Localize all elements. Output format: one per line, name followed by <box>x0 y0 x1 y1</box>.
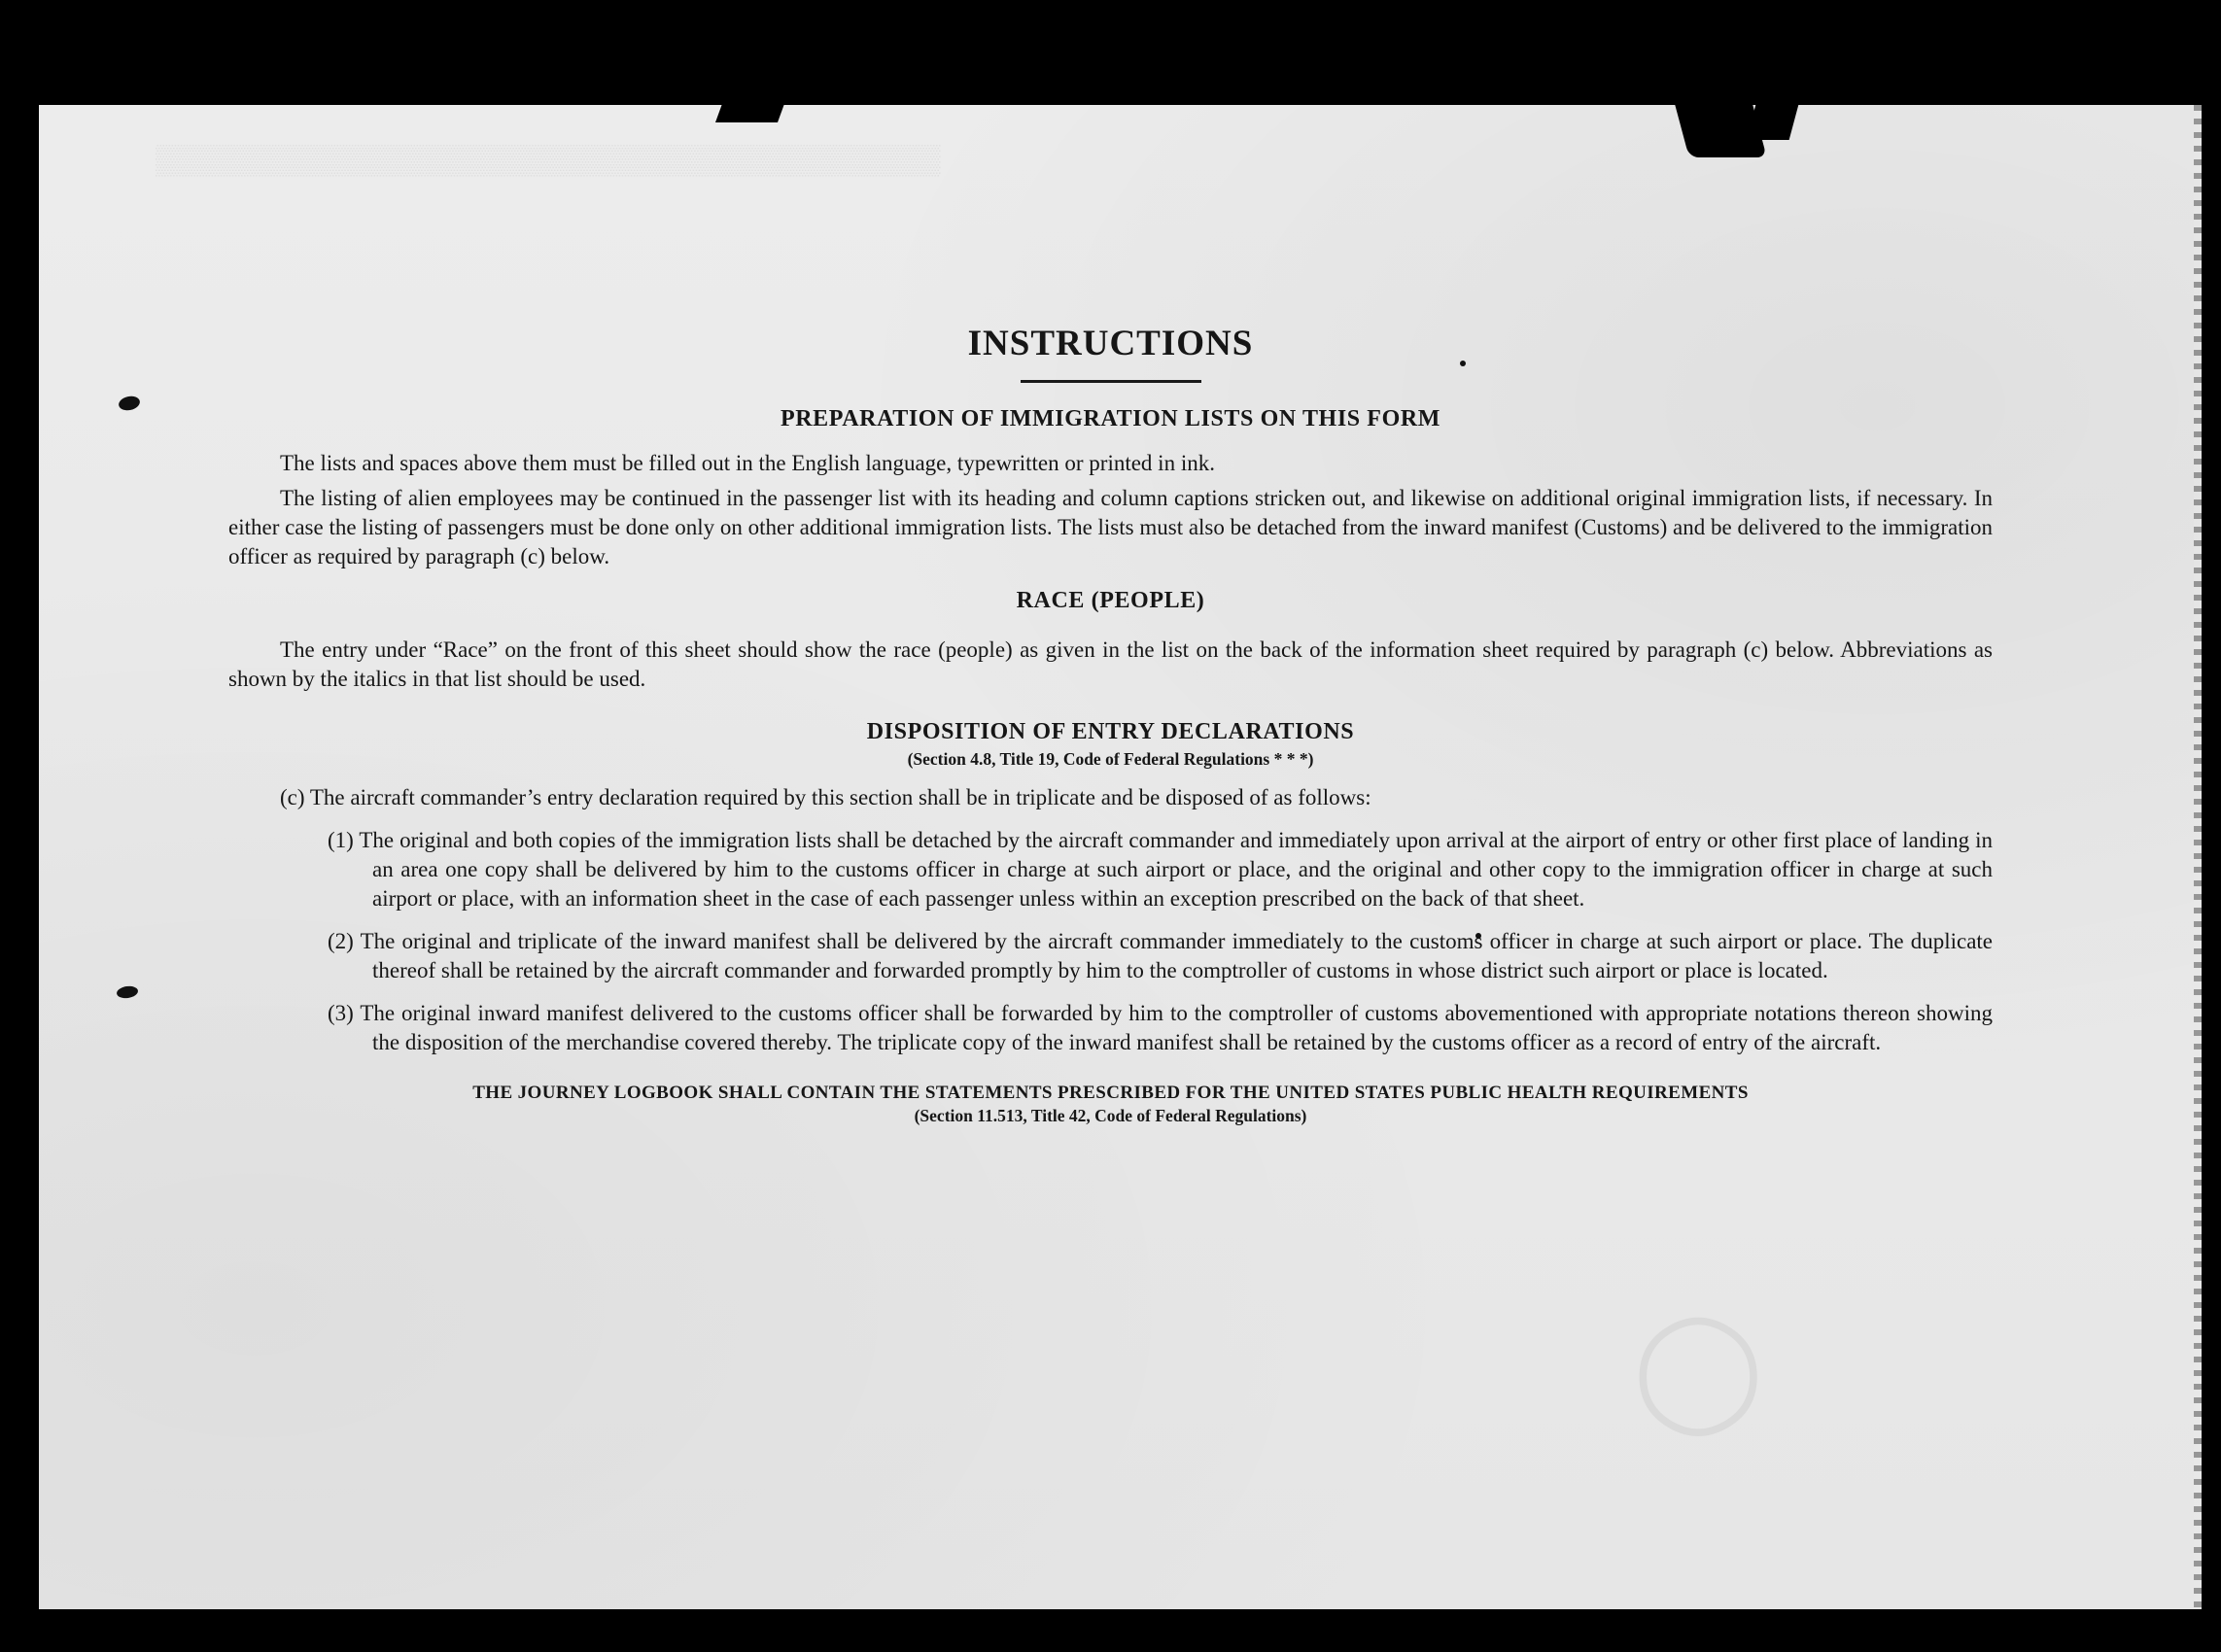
list-item: (3) The original inward manifest delivered to the customs officer shall be forwarded by him to the comptroller of customs abovementioned with appropriate notations thereon showing the disposition of the merchandise covered thereby. The triplicate copy of the inward manifest shall be retained by the customs officer as a record of entry of the aircraft. <box>328 1001 1993 1054</box>
page-tear <box>715 105 785 122</box>
bleed-through-stamp: ◯ <box>1633 1303 1764 1432</box>
disposition-list <box>228 783 1993 1057</box>
bleed-through-text: ▒▒▒▒▒▒▒▒▒▒▒▒▒▒▒▒▒▒▒▒▒▒▒▒▒▒▒▒▒▒▒▒▒▒▒▒▒▒ <box>156 144 941 176</box>
footer-statement: THE JOURNEY LOGBOOK SHALL CONTAIN THE STATEMENTS PRESCRIBED FOR THE UNITED STATES PUBLIC HEALTH REQUIREMENTS <box>472 1083 1749 1103</box>
page-tear <box>1747 105 1800 140</box>
list-item: (2) The original and triplicate of the inward manifest shall be delivered by the aircraft commander immediately to the customs officer in charge at such airport or place. The duplicate thereof shall be retained by the aircraft commander and forwarded promptly by him to the comptroller of customs in whose district such airport or place is located. <box>328 929 1993 982</box>
page-title: INSTRUCTIONS <box>967 324 1254 363</box>
footer-citation: (Section 11.513, Title 42, Code of Federal Regulations) <box>914 1106 1307 1125</box>
page-edge <box>2194 105 2202 1609</box>
section-heading-race: RACE (PEOPLE) <box>1016 588 1205 613</box>
section-citation: (Section 4.8, Title 19, Code of Federal Regulations * * *) <box>907 749 1314 769</box>
section-heading-disposition: DISPOSITION OF ENTRY DECLARATIONS <box>866 719 1355 744</box>
instructions-content <box>228 323 1993 1126</box>
punch-mark <box>116 985 138 1000</box>
document-page <box>39 105 2202 1609</box>
section-heading-preparation: PREPARATION OF IMMIGRATION LISTS ON THIS FORM <box>780 406 1441 431</box>
paragraph: The lists and spaces above them must be filled out in the English language, typewritten or printed in ink. <box>280 451 1215 475</box>
punch-mark <box>118 395 141 412</box>
list-item: (1) The original and both copies of the immigration lists shall be detached by the aircraft commander and immediately upon arrival at the airport of entry or other first place of landing in an area one copy shall be delivered by him to the customs officer in charge at such airport or place, and the original and other copy to the immigration officer in charge at such airport or place, with an information sheet in the case of each passenger unless within an exception prescribed on the back of that sheet. <box>328 828 1993 911</box>
paragraph: The entry under “Race” on the front of this sheet should show the race (people) as given in the list on the back of the information sheet required by paragraph (c) below. Abbreviations as shown by the italics in that list should be used. <box>228 637 1993 691</box>
title-underline <box>1021 380 1201 383</box>
list-intro: (c) The aircraft commander’s entry declaration required by this section shall be in triplicate and be disposed of as follows: <box>280 785 1371 809</box>
paragraph: The listing of alien employees may be continued in the passenger list with its heading and column captions stricken out, and likewise on additional original immigration lists, if necessary. In either case the listing of passengers must be done only on other additional immigration lists. The lists must also be detached from the inward manifest (Customs) and be delivered to the immigration officer as required by paragraph (c) below. <box>228 486 1993 568</box>
